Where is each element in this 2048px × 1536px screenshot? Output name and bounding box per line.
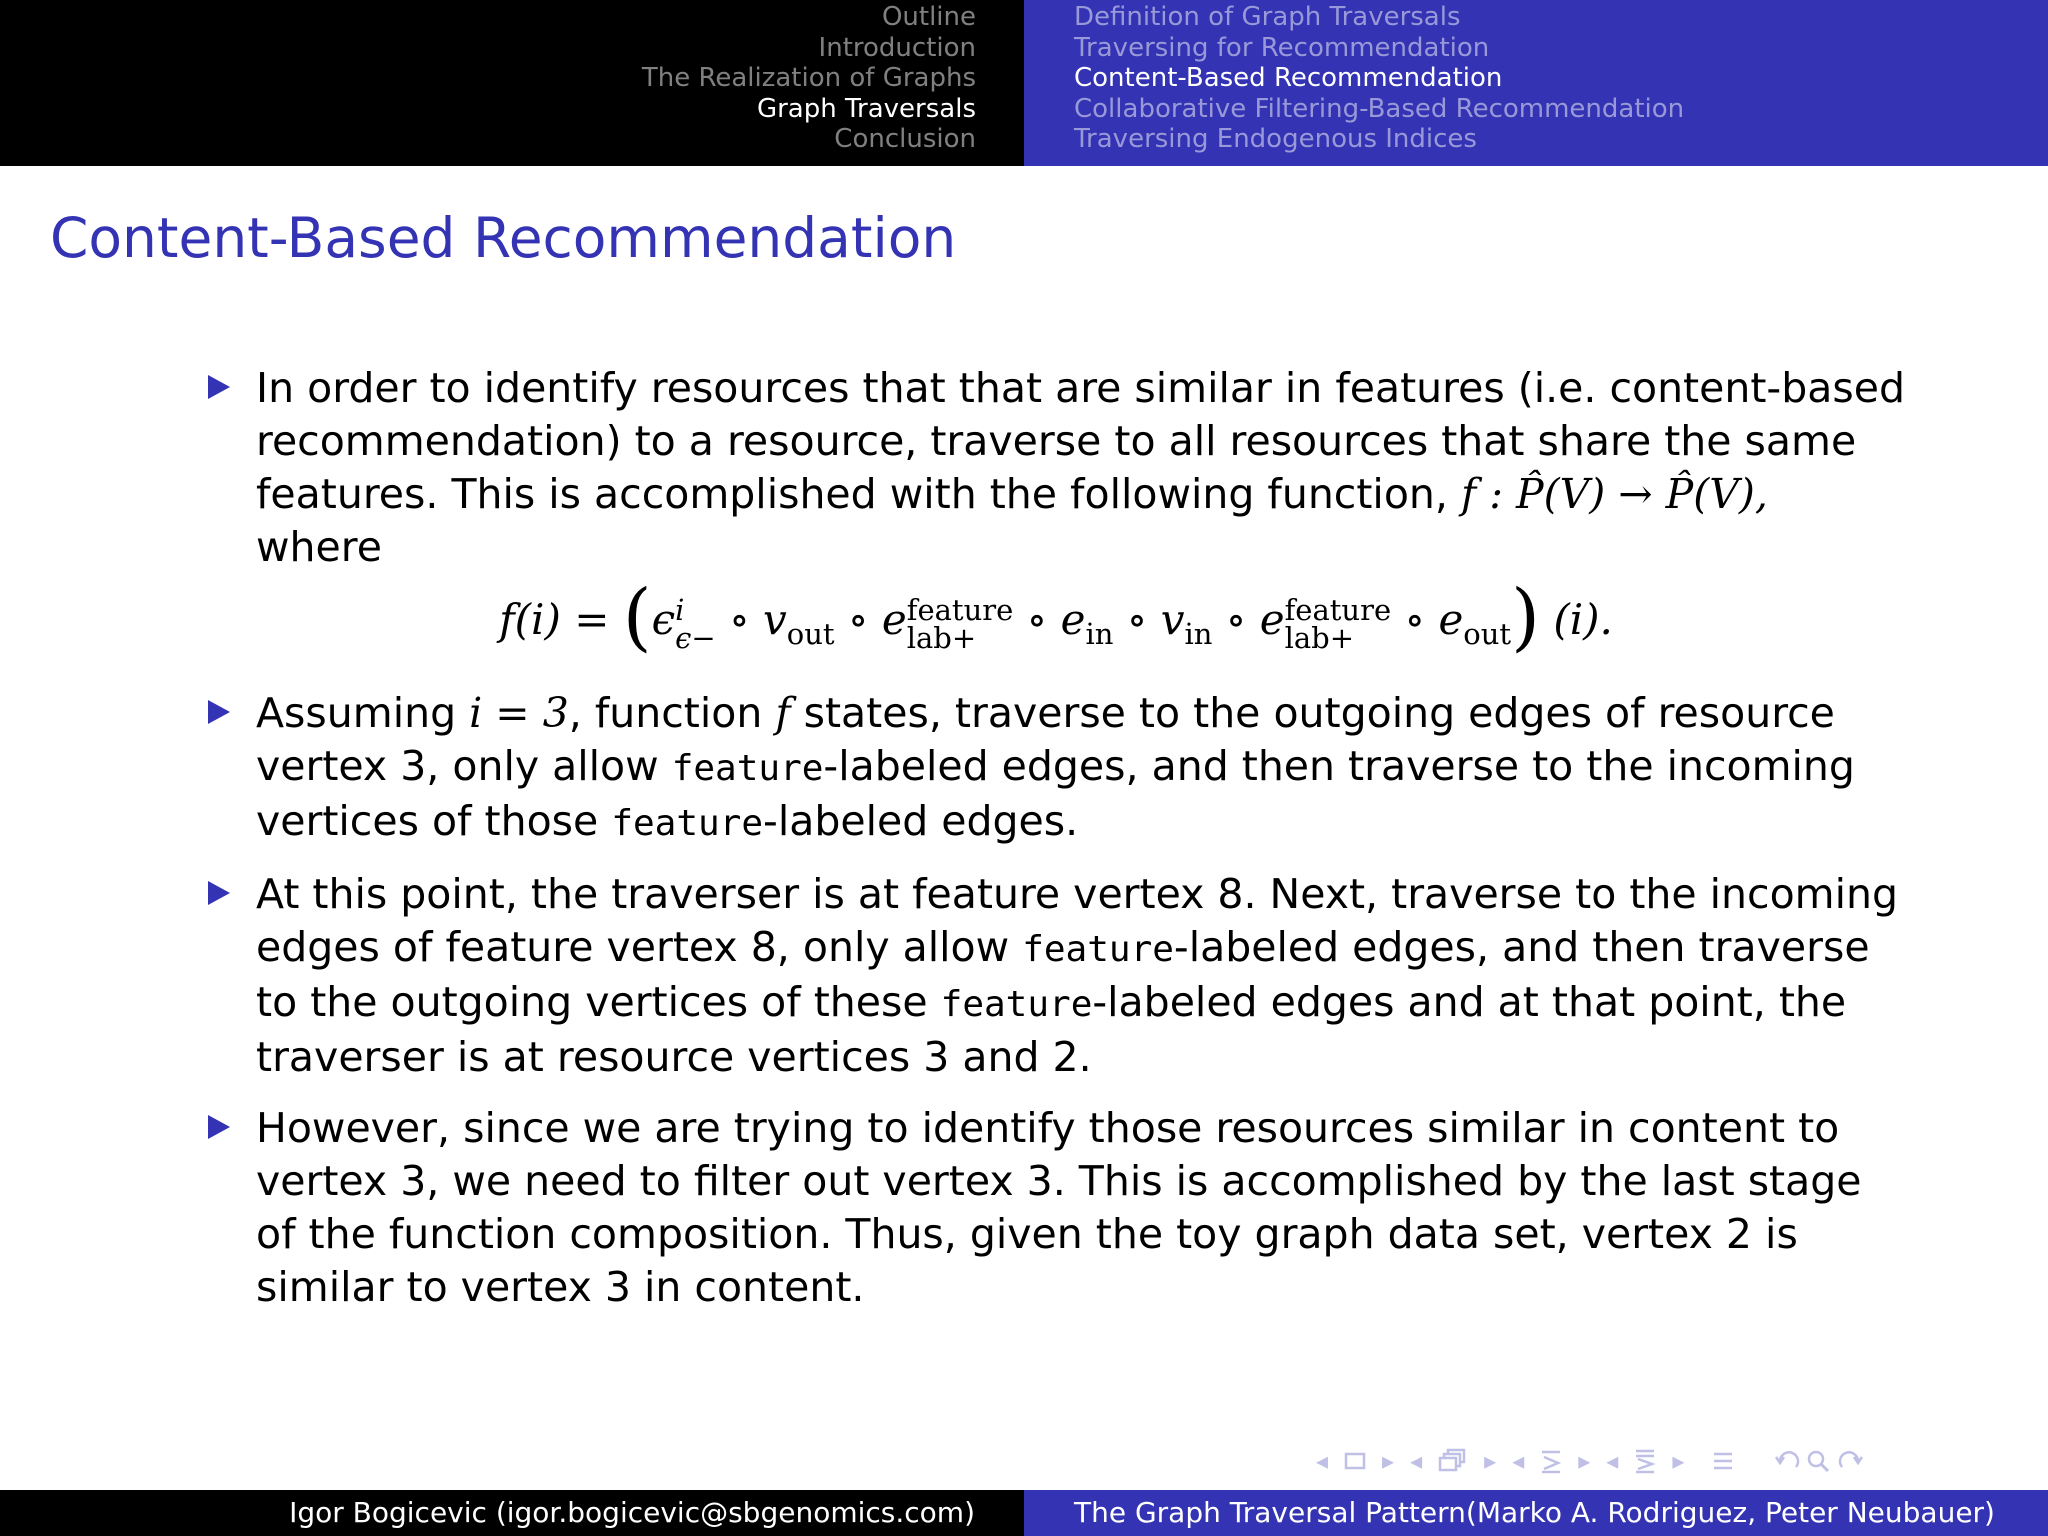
code-term: feature [1022,929,1174,970]
inline-math: f [775,689,791,737]
bullet-text: where [256,523,382,571]
bullet-text: -labeled edges, and then traverse to the incoming vertices of those [256,742,1855,845]
bullet-text: However, since we are trying to identify those resources similar in content to vertex 3, we need to filter out vertex 3. This is accomplished by the last stage of the function composition. Thus, given the toy graph data set, vertex 2 is similar to vertex 3 in content. [256,1104,1862,1311]
section-introduction[interactable]: Introduction [818,32,976,63]
code-term: feature [671,748,824,789]
section-next-icon[interactable]: ▸ [1578,1447,1591,1475]
footer-author: Igor Bogicevic (igor.bogicevic@sbgenomics.com) [0,1490,1024,1536]
section-prev-icon[interactable]: ◂ [1512,1447,1525,1475]
section-nav [0,0,1024,166]
bullet-text: states, traverse to the outgoing edges of resource vertex 3, only allow [256,689,1835,790]
footer [0,1490,2048,1536]
section-realization-of-graphs[interactable]: The Realization of Graphs [641,63,976,93]
section-outline[interactable]: Outline [881,2,976,32]
bullet-item [206,1102,1906,1314]
frame-prev-icon[interactable]: ◂ [1316,1447,1329,1475]
bullet-triangle-icon [208,375,230,399]
header [0,0,2048,166]
bullet-text: -labeled edges and at that point, the traverser is at resource vertices 3 and 2. [256,978,1847,1081]
code-term: feature [611,803,764,844]
bullet-item [206,362,1906,669]
search-icon[interactable] [1806,1449,1832,1473]
frame-next-icon[interactable]: ▸ [1382,1447,1395,1475]
inline-math: i = 3 [469,689,569,737]
bullet-triangle-icon [208,1115,230,1139]
bullet-text: -labeled edges, and then traverse to the outgoing vertices of these [256,923,1870,1026]
section-conclusion[interactable]: Conclusion [834,124,976,154]
bullet-item [206,868,1906,1084]
subsection-endogenous-indices[interactable]: Traversing Endogenous Indices [1074,124,1477,154]
inline-math: f : P̂(V) → P̂(V), [1460,470,1768,518]
section-graph-traversals[interactable]: Graph Traversals [756,93,976,124]
frame-title: Content-Based Recommendation [50,206,957,270]
appendix-icon[interactable] [1712,1448,1734,1474]
navigation-symbols [1316,1444,2028,1478]
part-prev-icon[interactable]: ◂ [1606,1447,1619,1475]
display-formula: f(i) = (ϵ i ϵ− ∘ $v_{out}$ ∘ e feature lab+ ∘ $e_{in}$ ∘ $v_{in}$ ∘ e feature lab+ ∘ $e_{out}$) (i). [499,574,1613,660]
subsection-content-based[interactable]: Content-Based Recommendation [1074,63,1503,93]
back-icon[interactable] [1774,1449,1800,1473]
bullet-triangle-icon [208,881,230,905]
subsection-traversing-recommendation[interactable]: Traversing for Recommendation [1074,32,1490,63]
subsection-icon[interactable] [1438,1448,1468,1474]
subsection-prev-icon[interactable]: ◂ [1410,1447,1423,1475]
bullet-text: -labeled edges. [763,797,1079,845]
bullet-list [206,362,1906,1332]
subsection-collaborative-filtering[interactable]: Collaborative Filtering-Based Recommendation [1074,93,1685,124]
bullet-text: At this point, the traverser is at feature vertex 8. Next, traverse to the incoming edges of feature vertex 8, only allow [256,870,1899,971]
forward-icon[interactable] [1838,1449,1864,1473]
footer-talk-title: The Graph Traversal Pattern(Marko A. Rodriguez, Peter Neubauer) [1024,1490,2048,1536]
code-term: feature [940,984,1093,1025]
bullet-triangle-icon [208,700,230,724]
subsection-next-icon[interactable]: ▸ [1484,1447,1497,1475]
section-icon[interactable] [1540,1448,1562,1474]
part-icon[interactable] [1634,1448,1656,1474]
bullet-text: In order to identify resources that that are similar in features (i.e. content-based recommendation) to a resource, traverse to all resources that share the same features. This is accomplished with the following function, [256,364,1905,518]
bullet-text: , function [568,689,763,737]
frame-icon[interactable] [1344,1452,1366,1470]
subsection-definition[interactable]: Definition of Graph Traversals [1074,2,1461,32]
bullet-item [206,687,1906,850]
subsection-nav [1024,0,2048,166]
part-next-icon[interactable]: ▸ [1672,1447,1685,1475]
bullet-text: Assuming [256,689,457,737]
